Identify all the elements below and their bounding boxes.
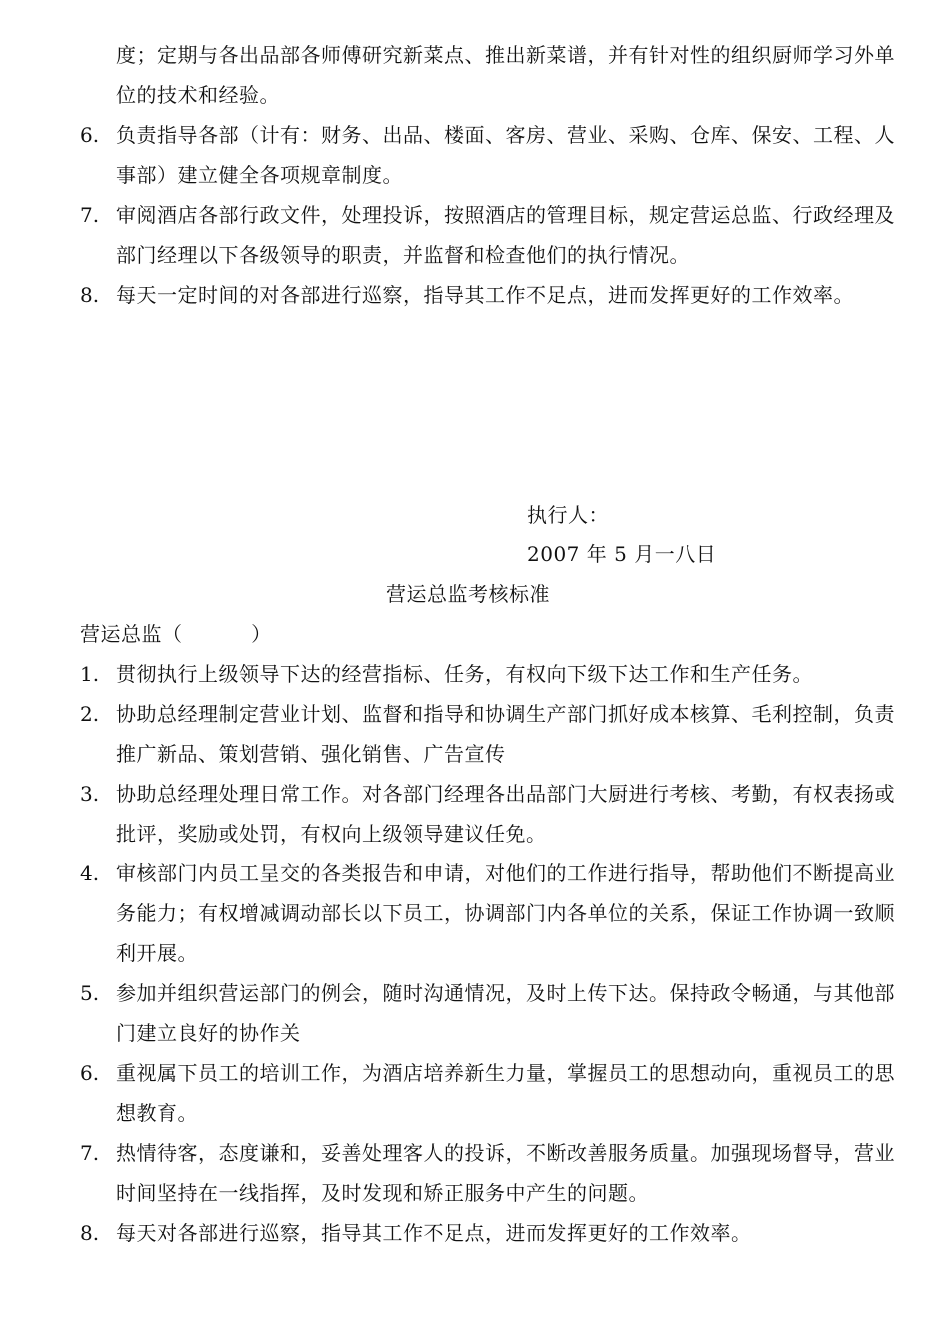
list-item-number: 6. [80,123,100,147]
list-item-text: 审核部门内员工呈交的各类报告和申请，对他们的工作进行指导，帮助他们不断提高业务能力；有权增减调动部长以下员工，协调部门内各单位的关系，保证工作协调一致顺利开展。 [116,861,895,965]
list-item-text: 热情待客，态度谦和，妥善处理客人的投诉，不断改善服务质量。加强现场督导，营业时间坚持在一线指挥，及时发现和矫正服务中产生的问题。 [116,1141,895,1205]
list-item-number: 6. [80,1061,100,1085]
list-item-text: 贯彻执行上级领导下达的经营指标、任务，有权向下级下达工作和生产任务。 [116,662,813,686]
list-item [80,115,910,195]
list-item [80,694,910,774]
list-item-number: 4. [80,861,100,885]
list-item-text: 每天一定时间的对各部进行巡察，指导其工作不足点，进而发挥更好的工作效率。 [116,283,854,307]
list-item-number: 7. [80,203,100,227]
list-item-number: 5. [80,981,100,1005]
list-item-number: 7. [80,1141,100,1165]
list-item-text: 每天对各部进行巡察，指导其工作不足点，进而发挥更好的工作效率。 [116,1221,752,1245]
list-item-text: 协助总经理处理日常工作。对各部门经理各出品部门大厨进行考核、考勤，有权表扬或批评，奖励或处罚，有权向上级领导建议任免。 [116,782,895,846]
list-item-number: 3. [80,782,100,806]
list-item-text: 审阅酒店各部行政文件，处理投诉，按照酒店的管理目标，规定营运总监、行政经理及部门经理以下各级领导的职责，并监督和检查他们的执行情况。 [116,203,895,267]
list-item [80,195,910,275]
list-item [80,973,910,1053]
list-item-text: 负责指导各部（计有：财务、出品、楼面、客房、营业、采购、仓库、保安、工程、人事部）建立健全各项规章制度。 [116,123,895,187]
position-label: 营运总监（ ） [80,622,272,646]
list-item-text: 重视属下员工的培训工作，为酒店培养新生力量，掌握员工的思想动向，重视员工的思想教育。 [116,1061,895,1125]
signature-date: 2007 年 5 月一八日 [527,542,717,566]
list-item-number: 2. [80,702,100,726]
list-item [80,774,910,854]
list-item-number: 1. [80,662,100,686]
section-title: 营运总监考核标准 [386,582,550,606]
list-item [80,654,910,694]
list-item [80,1053,910,1133]
continuation-paragraph: 度；定期与各出品部各师傅研究新菜点、推出新菜谱，并有针对性的组织厨师学习外单位的技术和经验。 [116,43,895,107]
list-item-number: 8. [80,1221,100,1245]
list-item [80,1213,910,1253]
list-item-text: 参加并组织营运部门的例会，随时沟通情况，及时上传下达。保持政令畅通，与其他部门建立良好的协作关 [116,981,895,1045]
list-item-text: 协助总经理制定营业计划、监督和指导和协调生产部门抓好成本核算、毛利控制，负责推广新品、策划营销、强化销售、广告宣传 [116,702,895,766]
list-item [80,853,910,973]
list-item [80,275,910,315]
list-item [80,1133,910,1213]
list-item-number: 8. [80,283,100,307]
executor-label: 执行人： [527,503,609,527]
